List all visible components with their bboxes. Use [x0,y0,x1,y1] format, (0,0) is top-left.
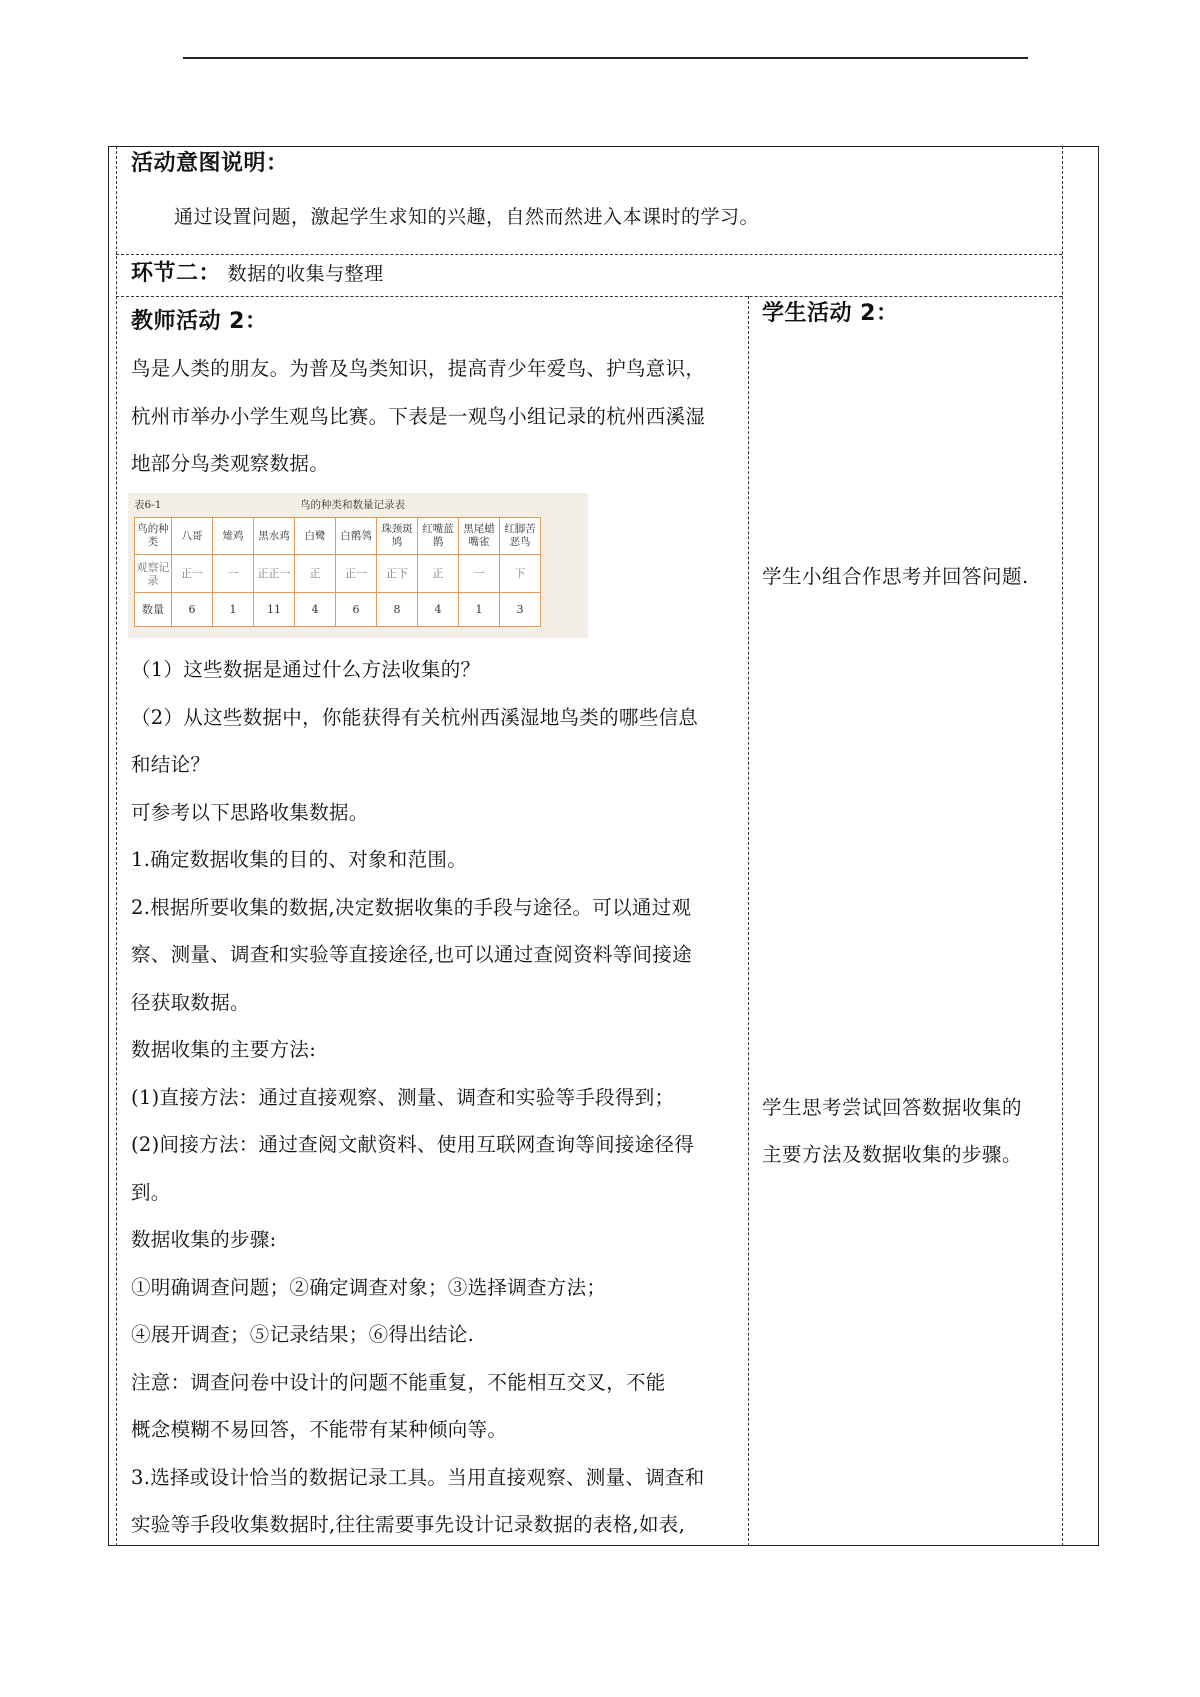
bird-table-caption: 表6-1 [134,499,162,511]
table-cell: 1 [213,593,254,627]
section2-heading [131,250,384,298]
teacher-line: 实验等手段收集数据时,往往需要事先设计记录数据的表格,如表, [131,1513,686,1536]
table-cell: 红嘴蓝鹊 [418,518,459,555]
table-cell: 下 [500,555,541,593]
table-cell: 1 [459,593,500,627]
table-cell: 黑水鸡 [254,518,295,555]
header-rule [183,57,1028,59]
teacher-line: 1.确定数据收集的目的、对象和范围。 [131,848,468,871]
table-cell: 正正一 [254,555,295,593]
table-cell: 8 [377,593,418,627]
bird-count-row [135,593,541,627]
section2-title: 数据的收集与整理 [227,263,384,285]
table-cell: 白鹡鸰 [336,518,377,555]
teacher-line: ④展开调查；⑤记录结果；⑥得出结论. [131,1323,475,1346]
right-margin-line [1062,146,1063,1546]
table-cell: 正 [418,555,459,593]
teacher-line: 鸟是人类的朋友。为普及鸟类知识，提高青少年爱鸟、护鸟意识， [131,357,706,380]
table-cell: 正 [295,555,336,593]
bird-table-title: 鸟的种类和数量记录表 [300,499,405,511]
table-cell: 3 [500,593,541,627]
teacher-line: （1）这些数据是通过什么方法收集的？ [131,658,481,681]
teacher-heading: 教师活动 2： [131,309,268,334]
teacher-line: 到。 [131,1180,171,1204]
teacher-line: 注意：调查问卷中设计的问题不能重复，不能相互交叉，不能 [131,1370,666,1394]
teacher-line: 杭州市举办小学生观鸟比赛。下表是一观鸟小组记录的杭州西溪湿 [131,404,706,428]
table-cell: 鸟的种类 [135,518,172,555]
teacher-body [131,646,741,1549]
teacher-line: 察、测量、调查和实验等直接途径,也可以通过查阅资料等间接途 [131,943,692,966]
column-divider [748,296,749,1546]
table-cell: 数量 [135,593,172,627]
table-cell: 白鹭 [295,518,336,555]
table-cell: 红脚苦恶鸟 [500,518,541,555]
teacher-line: 可参考以下思路收集数据。 [131,800,369,824]
table-cell: 八哥 [172,518,213,555]
table-cell: 黑尾蜡嘴雀 [459,518,500,555]
table-cell: 珠颈斑鸠 [377,518,418,555]
table-cell: 雉鸡 [213,518,254,555]
table-cell: 正一 [336,555,377,593]
teacher-line: ①明确调查问题；②确定调查对象；③选择调查方法； [131,1275,607,1299]
student-note-1 [762,553,1058,600]
teacher-line: 地部分鸟类观察数据。 [131,452,330,475]
table-cell: 6 [172,593,213,627]
intent-title: 活动意图说明： [131,151,289,176]
table-cell: 正下 [377,555,418,593]
bird-record-table [134,517,541,627]
table-cell: 4 [295,593,336,627]
intent-body: 通过设置问题，激起学生求知的兴趣，自然而然进入本课时的学习。 [174,206,760,228]
bird-tally-row [135,555,541,593]
table-cell: 观察记录 [135,555,172,593]
teacher-line: 径获取数据。 [131,990,250,1014]
teacher-line: 3.选择或设计恰当的数据记录工具。当用直接观察、测量、调查和 [131,1465,705,1489]
teacher-line: (1)直接方法：通过直接观察、测量、调查和实验等手段得到； [131,1085,675,1109]
teacher-line: （2）从这些数据中，你能获得有关杭州西溪湿地鸟类的哪些信息 [131,705,699,729]
table-cell: 6 [336,593,377,627]
student-line: 学生小组合作思考并回答问题. [762,565,1029,588]
student-heading: 学生活动 2： [762,301,899,326]
teacher-line: 2.根据所要收集的数据,决定数据收集的手段与途径。可以通过观 [131,895,692,919]
table-cell: 11 [254,593,295,627]
bird-header-row [135,518,541,555]
left-margin-line [116,146,117,1546]
teacher-line: 和结论？ [131,753,211,776]
student-line: 学生思考尝试回答数据收集的 [762,1096,1023,1119]
teacher-intro [131,345,741,488]
bird-record-figure [128,493,588,638]
teacher-line: 数据收集的步骤: [131,1228,277,1251]
table-cell: 一 [459,555,500,593]
table-cell: 一 [213,555,254,593]
table-cell: 正一 [172,555,213,593]
student-line: 主要方法及数据收集的步骤。 [762,1143,1023,1166]
section2-label: 环节二： [131,261,222,286]
teacher-line: 概念模糊不易回答，不能带有某种倾向等。 [131,1418,508,1441]
teacher-line: (2)间接方法：通过查阅文献资料、使用互联网查询等间接途径得 [131,1133,695,1156]
table-cell: 4 [418,593,459,627]
teacher-line: 数据收集的主要方法: [131,1038,317,1061]
student-note-2 [762,1084,1058,1178]
